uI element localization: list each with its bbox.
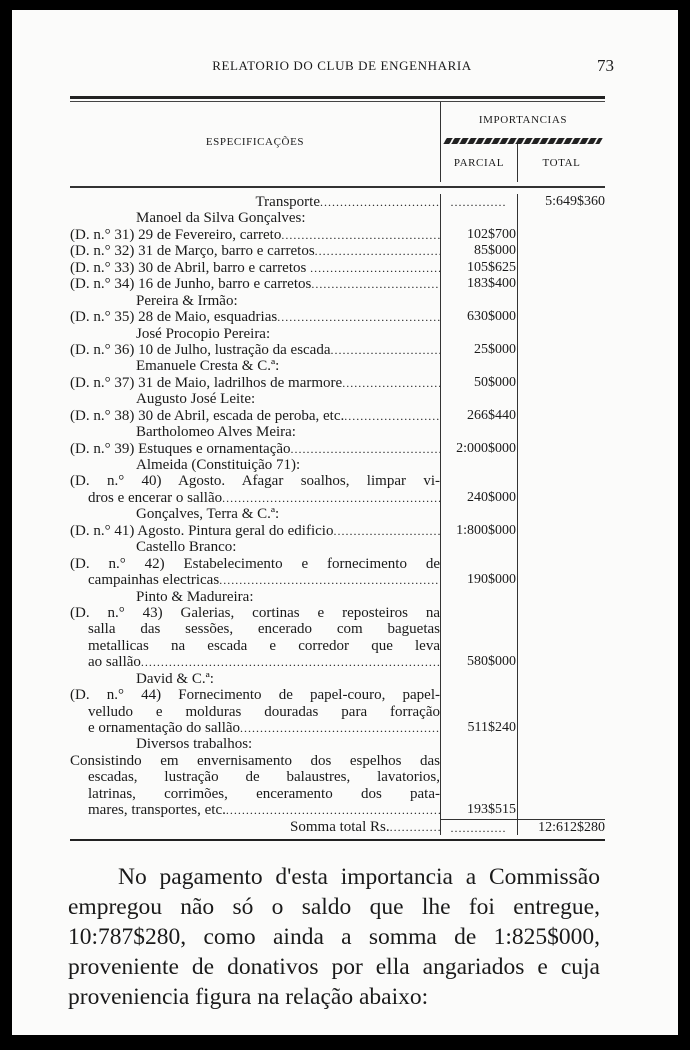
table-row <box>70 605 605 621</box>
row-description <box>70 358 440 374</box>
table-header <box>70 102 605 182</box>
row-text: Augusto José Leite: <box>136 391 256 408</box>
header-importancias-group <box>440 102 605 182</box>
parcial-cell: 190$000 <box>440 572 518 588</box>
dot-leader <box>315 243 440 259</box>
body-paragraph: No pagamento d'esta importancia a Commissão empregou não só o saldo que lhe foi entregue, 10:787$280, como ainda a somma de 1:825$000, proveniente de donativos por ella angariados e cuja proveniencia figura na relação abaixo: <box>68 864 600 1010</box>
total-cell <box>518 736 605 752</box>
row-text: (D. n.° 33) 30 de Abril, barro e carretos <box>70 259 311 276</box>
row-text: (D. n.° 42) Estabelecimento e fornecimento de <box>70 555 440 572</box>
row-description <box>70 490 440 506</box>
total-cell <box>518 391 605 407</box>
total-row <box>70 819 605 835</box>
parcial-cell <box>440 638 518 654</box>
parcial-cell <box>440 506 518 522</box>
row-text: (D. n.° 41) Agosto. Pintura geral do edificio <box>70 522 334 539</box>
row-description <box>70 210 440 226</box>
dot-leader <box>333 523 440 539</box>
total-cell <box>518 704 605 720</box>
table-row <box>70 572 605 588</box>
row-description <box>70 523 440 539</box>
parcial-cell <box>440 671 518 687</box>
total-cell <box>518 638 605 654</box>
table-row <box>70 243 605 259</box>
dot-leader <box>291 441 440 457</box>
table-row <box>70 326 605 342</box>
parcial-cell <box>440 424 518 440</box>
table-row <box>70 687 605 703</box>
row-description <box>70 621 440 637</box>
total-cell <box>518 605 605 621</box>
parcial-cell: 1:800$000 <box>440 523 518 539</box>
row-text: Diversos trabalhos: <box>136 736 253 753</box>
table-row <box>70 424 605 440</box>
row-description <box>70 227 440 243</box>
total-cell <box>518 375 605 391</box>
total-cell <box>518 473 605 489</box>
total-cell <box>518 523 605 539</box>
parcial-cell <box>440 605 518 621</box>
row-text: dros e encerar o sallão <box>88 489 223 506</box>
table-row <box>70 276 605 292</box>
row-text: Manoel da Silva Gonçalves: <box>136 210 306 227</box>
total-cell <box>518 687 605 703</box>
parcial-cell: 511$240 <box>440 720 518 736</box>
row-text: latrinas, corrimões, enceramento dos pata- <box>88 785 440 802</box>
row-description <box>70 260 440 276</box>
total-cell <box>518 424 605 440</box>
total-cell: 12:612$280 <box>518 819 605 835</box>
row-description <box>70 539 440 555</box>
table-row <box>70 358 605 374</box>
wavy-rule <box>443 138 602 144</box>
row-description <box>70 506 440 522</box>
total-cell <box>518 572 605 588</box>
row-description <box>70 375 440 391</box>
row-description <box>70 194 440 210</box>
table-row <box>70 556 605 572</box>
row-description <box>70 704 440 720</box>
row-description <box>70 457 440 473</box>
row-description <box>70 342 440 358</box>
dot-leader <box>390 819 440 835</box>
table-row <box>70 457 605 473</box>
parcial-cell <box>440 736 518 752</box>
row-description <box>70 736 440 752</box>
row-text: (D. n.° 44) Fornecimento de papel-couro, papel- <box>70 687 440 704</box>
row-description <box>70 802 440 818</box>
parcial-cell: 580$000 <box>440 654 518 670</box>
parcial-cell: 630$000 <box>440 309 518 325</box>
row-text: Consistindo em envernisamento dos espelhos das <box>70 752 440 769</box>
total-cell <box>518 342 605 358</box>
total-cell <box>518 441 605 457</box>
table-row <box>70 194 605 210</box>
parcial-cell: 2:000$000 <box>440 441 518 457</box>
row-description <box>70 243 440 259</box>
row-text: (D. n.° 36) 10 de Julho, lustração da escada <box>70 341 331 358</box>
dot-leader <box>281 227 440 243</box>
dot-leader <box>226 802 440 818</box>
row-text: Transporte <box>255 194 320 210</box>
total-cell <box>518 786 605 802</box>
dot-leader <box>240 720 440 736</box>
parcial-cell: 183$400 <box>440 276 518 292</box>
header-bottom-rule <box>70 186 605 188</box>
row-description <box>70 671 440 687</box>
table-row <box>70 753 605 769</box>
row-description <box>70 276 440 292</box>
table-row <box>70 720 605 736</box>
total-cell <box>518 671 605 687</box>
table-row <box>70 506 605 522</box>
row-text: David & C.ª: <box>136 670 214 687</box>
row-description <box>70 572 440 588</box>
parcial-cell: 85$000 <box>440 243 518 259</box>
row-text: mares, transportes, etc. <box>88 802 226 819</box>
table-row <box>70 342 605 358</box>
total-cell <box>518 326 605 342</box>
row-text: Gonçalves, Terra & C.ª: <box>136 506 280 523</box>
total-cell <box>518 753 605 769</box>
header-importancias: IMPORTANCIAS <box>478 114 568 126</box>
table-row <box>70 654 605 670</box>
total-cell <box>518 309 605 325</box>
document-page <box>12 10 678 1035</box>
table-row <box>70 621 605 637</box>
total-cell <box>518 506 605 522</box>
row-text: Almeida (Constituição 71): <box>136 457 301 473</box>
total-cell <box>518 358 605 374</box>
page-number: 73 <box>597 56 614 75</box>
table-row <box>70 704 605 720</box>
row-text: (D. n.° 37) 31 de Maio, ladrilhos de marmore <box>70 374 343 391</box>
row-description <box>70 605 440 621</box>
row-description <box>70 786 440 802</box>
table-row <box>70 293 605 309</box>
row-description <box>70 654 440 670</box>
table-row <box>70 408 605 424</box>
row-text: Bartholomeo Alves Meira: <box>136 424 296 441</box>
dot-leader <box>320 194 440 210</box>
table-row <box>70 539 605 555</box>
total-cell <box>518 293 605 309</box>
row-text: José Procopio Pereira: <box>136 325 271 342</box>
total-cell <box>518 276 605 292</box>
table-body <box>70 194 605 835</box>
row-text: salla das sessões, encerado com baguetas <box>88 621 440 638</box>
table-row <box>70 227 605 243</box>
table-row <box>70 473 605 489</box>
header-parcial: PARCIAL <box>441 144 518 182</box>
table-row <box>70 589 605 605</box>
table-row <box>70 391 605 407</box>
row-text: Pinto & Madureira: <box>136 588 254 605</box>
parcial-cell: 50$000 <box>440 375 518 391</box>
parcial-cell <box>440 704 518 720</box>
parcial-cell: .............. <box>440 194 518 210</box>
table-row <box>70 523 605 539</box>
total-cell <box>518 769 605 785</box>
parcial-cell <box>440 326 518 342</box>
total-cell <box>518 556 605 572</box>
row-description <box>70 769 440 785</box>
total-cell <box>518 260 605 276</box>
row-description <box>70 441 440 457</box>
row-text: Pereira & Irmão: <box>136 292 238 309</box>
parcial-cell <box>440 621 518 637</box>
total-cell <box>518 490 605 506</box>
dot-leader <box>342 375 440 391</box>
table-row <box>70 309 605 325</box>
table-row <box>70 638 605 654</box>
row-description <box>70 720 440 736</box>
row-text: Castello Branco: <box>136 539 237 556</box>
table-row <box>70 441 605 457</box>
parcial-cell <box>440 457 518 473</box>
row-description <box>70 556 440 572</box>
parcial-cell <box>440 556 518 572</box>
parcial-cell <box>440 210 518 226</box>
total-cell: 5:649$360 <box>545 194 605 209</box>
row-text: (D. n.° 32) 31 de Março, barro e carretos <box>70 243 315 260</box>
row-text: Somma total Rs. <box>290 818 390 835</box>
row-text: escadas, lustração de balaustres, lavatorios, <box>88 769 440 786</box>
row-description <box>70 753 440 769</box>
expenses-table <box>70 96 605 841</box>
row-text: (D. n.° 34) 16 de Junho, barro e carretos <box>70 276 312 293</box>
row-description <box>70 309 440 325</box>
table-row <box>70 769 605 785</box>
table-row <box>70 375 605 391</box>
parcial-cell <box>440 358 518 374</box>
row-text: (D. n.° 39) Estuques e ornamentação <box>70 440 291 457</box>
parcial-cell: 102$700 <box>440 227 518 243</box>
table-row <box>70 736 605 752</box>
dot-leader <box>344 408 440 424</box>
row-description <box>70 293 440 309</box>
row-description <box>70 424 440 440</box>
table-bottom-rule <box>70 839 605 841</box>
parcial-cell: .............. <box>440 819 518 835</box>
total-cell <box>518 589 605 605</box>
total-cell <box>518 408 605 424</box>
parcial-cell: 266$440 <box>440 408 518 424</box>
parcial-cell: 240$000 <box>440 490 518 506</box>
total-cell <box>518 457 605 473</box>
row-text: ao sallão <box>88 654 141 671</box>
dot-leader <box>311 276 440 292</box>
row-description <box>70 819 440 835</box>
row-description <box>70 391 440 407</box>
header-especificacoes: ESPECIFICAÇÕES <box>205 136 305 148</box>
row-text: metallicas na escada e corredor que leva <box>88 637 440 654</box>
dot-leader <box>141 654 440 670</box>
parcial-cell <box>440 786 518 802</box>
row-description <box>70 589 440 605</box>
row-text: (D. n.° 43) Galerias, cortinas e reposteiros na <box>70 604 440 621</box>
parcial-cell <box>440 293 518 309</box>
row-text: (D. n.° 31) 29 de Fevereiro, carreto <box>70 226 282 243</box>
total-cell <box>518 621 605 637</box>
row-text: Emanuele Cresta & C.ª: <box>136 358 280 375</box>
table-row <box>70 490 605 506</box>
total-cell <box>518 802 605 818</box>
parcial-cell <box>440 391 518 407</box>
dot-leader <box>222 490 440 506</box>
table-row <box>70 802 605 818</box>
parcial-cell: 25$000 <box>440 342 518 358</box>
row-text: (D. n.° 35) 28 de Maio, esquadrias <box>70 309 278 326</box>
table-top-rule <box>70 96 605 99</box>
total-cell <box>518 243 605 259</box>
dot-leader <box>331 342 440 358</box>
row-description <box>70 638 440 654</box>
dot-leader <box>219 572 440 588</box>
row-text: velludo e molduras douradas para forração <box>88 703 440 720</box>
row-description <box>70 408 440 424</box>
parcial-cell <box>440 753 518 769</box>
row-text: (D. n.° 40) Agosto. Afagar soalhos, limpar vi- <box>70 473 440 490</box>
table-row <box>70 260 605 276</box>
table-row <box>70 210 605 226</box>
total-cell <box>518 210 605 226</box>
row-text: e ornamentação do sallão <box>88 720 241 736</box>
parcial-cell <box>440 539 518 555</box>
parcial-cell: 193$515 <box>440 802 518 818</box>
row-description <box>70 687 440 703</box>
total-cell <box>518 720 605 736</box>
parcial-cell <box>440 769 518 785</box>
header-total: TOTAL <box>542 157 581 169</box>
header-subcolumns <box>441 144 605 182</box>
table-row <box>70 671 605 687</box>
dot-leader <box>277 309 440 325</box>
total-cell <box>518 227 605 243</box>
table-row <box>70 786 605 802</box>
dot-leader <box>310 260 440 276</box>
row-text: (D. n.° 38) 30 de Abril, escada de peroba, etc. <box>70 407 345 424</box>
parcial-cell: 105$625 <box>440 260 518 276</box>
parcial-cell <box>440 687 518 703</box>
row-description <box>70 326 440 342</box>
row-text: campainhas electricas <box>88 572 220 589</box>
row-description <box>70 473 440 489</box>
total-cell <box>518 654 605 670</box>
parcial-cell <box>440 589 518 605</box>
total-cell <box>518 539 605 555</box>
parcial-cell <box>440 473 518 489</box>
running-title: RELATORIO DO CLUB DE ENGENHARIA <box>212 58 472 73</box>
